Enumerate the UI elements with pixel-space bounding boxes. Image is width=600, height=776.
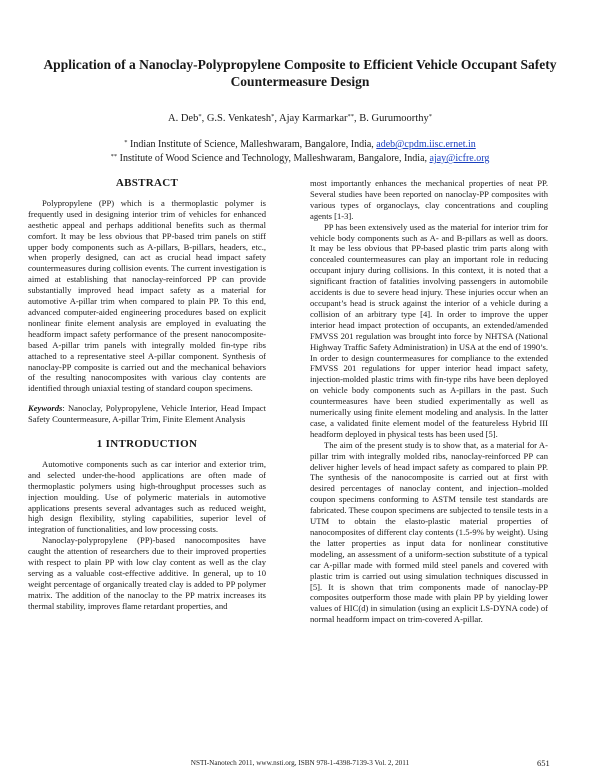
left-column [28,178,266,612]
affiliation-text: Institute of Wood Science and Technology, Malleshwaram, Bangalore, India, [119,153,430,164]
author-mark: * [428,113,432,120]
email-link[interactable]: ajay@icfre.org [429,153,490,164]
paragraph: Automotive components such as car interior and exterior trim, and selected under-the-hood applications are often made of thermoplastic polymers using high-throughput processes such as injection moulding. Use of polymeric materials in automotive applications presents several advantages such as reduced weight, high design flexibility, styling capabilities, superior level of integration of functionalities, and low processing costs. [28,458,266,535]
author-mark: ** [347,113,355,120]
author-name: Ajay Karmarkar [279,113,348,124]
author-name: B. Gurumoorthy [359,113,429,124]
abstract-heading: ABSTRACT [115,177,179,189]
paragraph: PP has been extensively used as the material for interior trim for vehicle body components such as A- and B-pillars as well as doors. It may be less obvious that PP-based plastic trim parts along with concealed countermeasures can play an important role in reducing occupant injury during collisions. In this context, it is noted that a significant fraction of fatalities involving passengers in automobile accidents is due to severe head injury. These injuries occur when an occupant’s head is struck against the interior of a vehicle during a collision of an arbitrary type [4]. In order to improve the upper interior head impact protection of occupants, an extended/amended FMVSS 201 regulation was brought into force by NHTSA (National Highway Traffic Safety Administration) in USA at the end of 1990’s. In order to design countermeasures for compliance to the extended FMVSS 201 regulations for upper interior head impact safety, injection-molded plastic trims with fin-type ribs have been deployed on vehicle body components such as A-pillars in the past. Such countermeasures have been studied experimentally as well as numerically using finite element modeling and analysis. In the latter case, a validated finite element model of the featureless Hybrid III headform deployed in physical tests has been used [5]. [310,221,548,439]
page-number: 651 [537,758,550,768]
right-column [310,178,548,625]
affiliation-mark: ** [110,153,118,160]
affiliation-1 [30,138,570,151]
author-name: A. Deb [168,113,199,124]
keywords-label: Keywords [28,403,63,414]
email-link[interactable]: adeb@cpdm.iisc.ernet.in [376,139,476,150]
author-name: G.S. Venkatesh [206,113,272,124]
author-mark: * [198,113,202,120]
paragraph: most importantly enhances the mechanical properties of neat PP. Several studies have been reported on nanoclay-PP composites with various types of organoclays, clay concentrations and coupling agents [1-3]. [310,178,548,221]
abstract-body: Polypropylene (PP) which is a thermoplastic polymer is frequently used in designing interior trim of vehicles for enhanced aesthetic appeal and perhaps additional benefits such as thermal comfort. It may be less obvious that PP-based trim panels on stiff upper body components such as A-pillars, B-pillars, headers, etc., when properly designed, can act as crucial head impact safety countermeasures during collision events. The current investigation is aimed at establishing that nanoclay-reinforced PP can provide substantially improved head impact safety as a material for automotive A-pillar trim when compared to plain PP. To this end, advanced computer-aided engineering procedures based on explicit nonlinear finite element analysis are employed in evaluating the headform impact safety performance of the present nanocomposite-based A-pillar trim panels with integrally molded fin-type ribs attached to a representative steel A-pillar component. Synthesis of nanoclay-PP composite is carried out and the mechanical behaviors of the resulting nanocomposites with various clay contents are identified through uniaxial testing of standard coupon specimens. [28,197,266,394]
paragraph: Nanoclay-polypropylene (PP)-based nanocomposites have caught the attention of researchers due to their improved properties with respect to plain PP with low clay content as well as the clay serving as a valuable cost-effective additive. In general, up to 10 weight percentage of organically treated clay is added to PP polymer matrix. The addition of the nanoclay to the PP matrix increases its thermal stability, improves flame retardant properties, and [28,535,266,611]
affiliation-2 [30,152,570,165]
affiliation-text: Indian Institute of Science, Malleshwaram, Bangalore, India, [129,139,377,150]
affiliation-mark: * [124,139,128,146]
introduction-heading: 1 INTRODUCTION [96,438,198,451]
paper-title: Application of a Nanoclay-Polypropylene Composite to Efficient Vehicle Occupant Safety Countermeasure Design [43,57,557,89]
author-mark: * [271,113,275,120]
footer-citation: NSTI-Nanotech 2011, www.nsti.org, ISBN 978-1-4398-7139-3 Vol. 2, 2011 [190,759,410,767]
keywords-text: : Nanoclay, Polypropylene, Vehicle Interior, Head Impact Safety Countermeasure, A-pillar Trim, Finite Element Analysis [28,403,266,425]
paragraph: The aim of the present study is to show that, as a material for A-pillar trim with integrally molded ribs, nanoclay-reinforced PP can deliver higher levels of head impact safety as compared to plain PP. The synthesis of the nanocomposite is carried out at first with desired percentages of nanoclay content, and injection–molded coupon specimens conforming to ASTM tensile test standards are fabricated. These coupon specimens are subjected to tensile tests in a UTM to obtain the elasto-plastic material properties of nanocomposites of different clay contents (1.5-9% by weight). Using the latter properties as input data for nonlinear constitutive modeling, an assessment of a uniform-section substitute of a typical car A-pillar made with formed mild steel panels and covered with plastic trim is carried out using simulation techniques discussed in [5]. It is shown that trim components made of nanoclay-PP composites outperform those made with plain PP by yielding lower values of HIC(d) in simulation (using an explicit LS-DYNA code) of normal headform impact on trim-covered A-pillar. [310,439,548,625]
keywords [28,403,266,425]
author-list: A. Deb*, G.S. Venkatesh*, Ajay Karmarkar**, B. Gurumoorthy* [168,113,432,124]
